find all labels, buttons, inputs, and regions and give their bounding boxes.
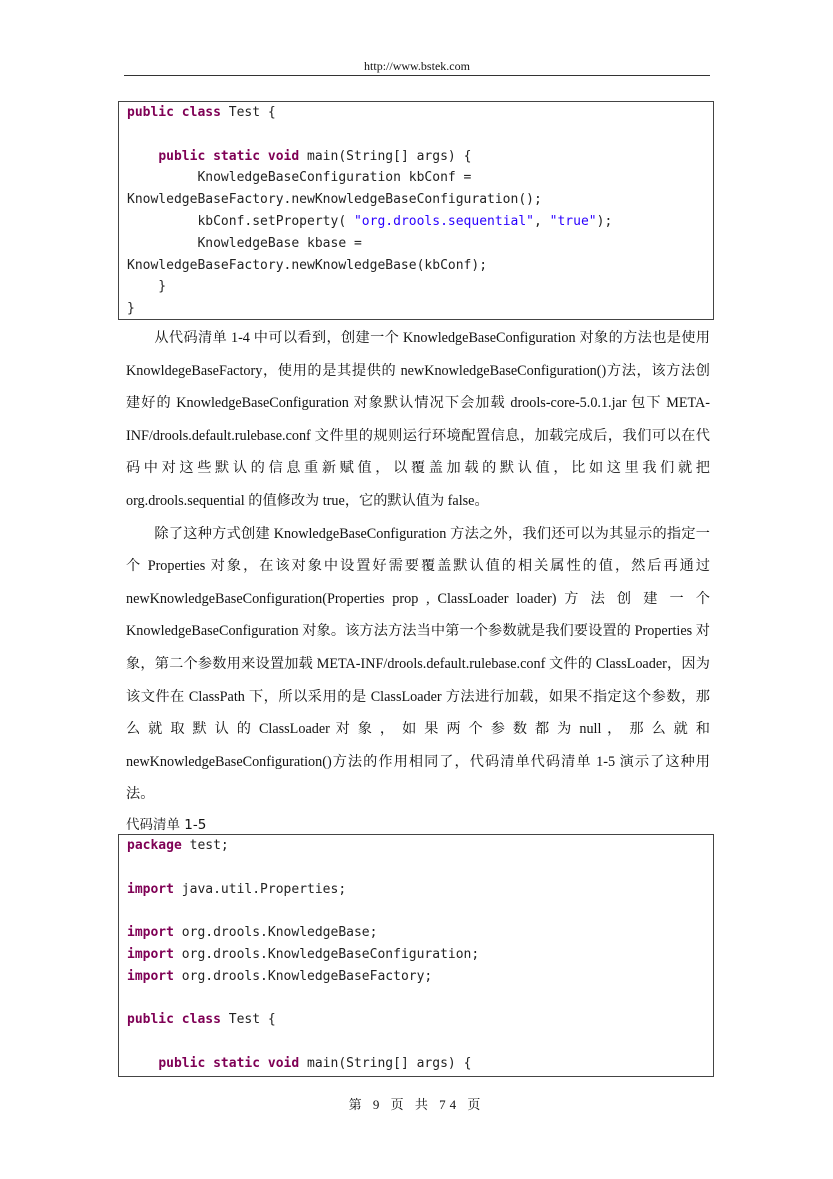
code-text: [127, 1056, 158, 1071]
code-text: KnowledgeBaseFactory.newKnowledgeBaseConfiguration();: [127, 192, 542, 208]
code-text: main(String[] args) {: [299, 1055, 472, 1071]
code-block: [127, 102, 713, 320]
code-text: }: [127, 279, 167, 295]
code-text: org.drools.KnowledgeBase;: [173, 925, 378, 941]
code-line: [127, 882, 346, 897]
code-keyword: import: [127, 968, 174, 984]
code-text: );: [596, 213, 613, 229]
page-header-url: http://www.bstek.com: [364, 59, 470, 73]
code-text: test;: [181, 838, 229, 853]
code-line: [127, 170, 471, 185]
code-line: [127, 1056, 471, 1071]
code-line: [127, 279, 166, 294]
code-line: [127, 236, 362, 251]
code-keyword: public class: [127, 1012, 221, 1028]
body-text: [126, 322, 710, 811]
paragraph-2: 除了这种方式创建 KnowledgeBaseConfiguration 方法之外，我们还可以为其显示的指定一个 Properties 对象，在该对象中设置好需要覆盖默认值的相关属性的值，然后再通过 newKnowledgeBaseConfiguration(Properties prop , ClassLoader loader) 方 法 创 建 一 个 KnowledgeBaseConfiguration 对象。该方法方法当中第一个参数就是我们要设置的 Properties 对象，第二个参数用来设置加载 META-INF/drools.default.rulebase.conf 文件的 ClassLoader，因为该文件在 ClassPath 下，所以采用的是 ClassLoader 方法进行加载，如果不指定这个参数，那 么 就 取 默 认 的 ClassLoader 对 象 ， 如 果 两 个 参 数 都 为 null ， 那 么 就 和 newKnowledgeBaseConfiguration()方法的作用相同了，代码清单代码清单 1-5 演示了这种用法。: [126, 525, 710, 803]
listing-caption: 代码清单 1-5: [126, 817, 207, 833]
code-text: KnowledgeBaseConfiguration kbConf =: [127, 170, 472, 186]
code-line: [127, 1012, 276, 1027]
code-listing-1-4: [118, 101, 714, 320]
code-text: KnowledgeBaseFactory.newKnowledgeBase(kbConf);: [127, 257, 488, 273]
code-text: ,: [534, 213, 550, 229]
code-text: KnowledgeBase kbase =: [127, 235, 362, 251]
code-line: [127, 947, 479, 962]
code-line: [127, 214, 612, 229]
code-text: org.drools.KnowledgeBaseFactory;: [173, 968, 433, 984]
code-string: "org.drools.sequential": [353, 213, 534, 229]
code-line: [127, 149, 471, 164]
code-text: [127, 149, 158, 164]
code-text: Test {: [220, 105, 276, 120]
code-line: [127, 925, 377, 940]
code-text: }: [127, 301, 135, 317]
code-text: Test {: [220, 1012, 276, 1028]
code-keyword: public static void: [158, 148, 300, 164]
code-keyword: import: [127, 925, 174, 941]
code-keyword: import: [127, 881, 174, 897]
code-listing-1-5: [118, 834, 714, 1077]
code-text: java.util.Properties;: [173, 881, 347, 897]
code-keyword: import: [127, 946, 174, 962]
code-keyword: public class: [127, 105, 221, 120]
code-line: [127, 838, 229, 853]
code-line: [127, 192, 542, 207]
code-block: [127, 835, 713, 1075]
code-keyword: package: [127, 838, 182, 853]
code-text: kbConf.setProperty(: [127, 213, 354, 229]
header-divider: [124, 75, 710, 76]
code-text: org.drools.KnowledgeBaseConfiguration;: [173, 946, 480, 962]
code-line: [127, 969, 432, 984]
code-string: "true": [549, 213, 597, 229]
paragraph-1: 从代码清单 1-4 中可以看到，创建一个 KnowledgeBaseConfiguration 对象的方法也是使用 KnowldegeBaseFactory，使用的是其提供的 newKnowledgeBaseConfiguration()方法，该方法创建好的 KnowledgeBaseConfiguration 对象默认情况下会加载 drools-core-5.0.1.jar 包下 META-INF/drools.default.rulebase.conf 文件里的规则运行环境配置信息，加载完成后，我们可以在代码中对这些默认的信息重新赋值，以覆盖加载的默认值，比如这里我们就把 org.drools.sequential 的值修改为 true，它的默认值为 false。: [126, 330, 710, 509]
code-line: [127, 258, 487, 273]
page-number-footer: 第 9 页 共 74 页: [348, 1097, 485, 1112]
code-line: [127, 105, 276, 120]
code-text: main(String[] args) {: [299, 148, 472, 164]
code-keyword: public static void: [158, 1055, 300, 1071]
code-line: [127, 301, 135, 316]
